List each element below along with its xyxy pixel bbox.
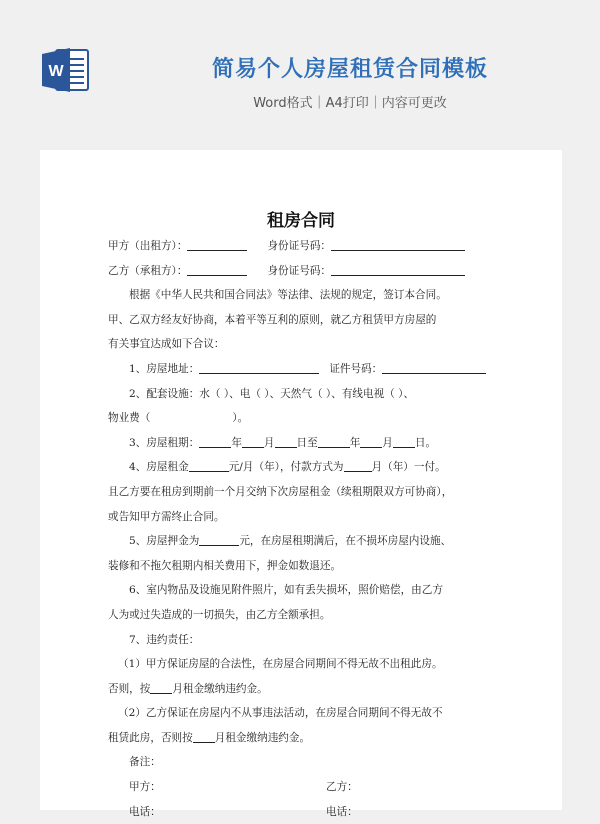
intro-line-1: 根据《中华人民共和国合同法》等法律、法规的规定，签订本合同。 — [129, 289, 447, 302]
clause-6-line-2: 人为或过失造成的一切损失，由乙方全额承担。 — [108, 608, 331, 621]
party-a-blank — [187, 237, 247, 251]
penalty-b-label: 租赁此房，否则按 — [108, 731, 193, 744]
clause-1 — [108, 357, 518, 382]
document-title: 租房合同 — [267, 211, 335, 231]
party-b-line — [108, 259, 518, 284]
intro-line-3: 有关事宜达成如下合议： — [108, 338, 225, 351]
party-a-label: 甲方（出租方）： — [108, 240, 188, 252]
remark: 备注： — [129, 756, 161, 769]
penalty-a-label: 否则，按 — [108, 682, 151, 695]
deposit-text: 元，在房屋租期满后，在不损坏房屋内设施、 — [239, 535, 452, 548]
year-label: 年 — [231, 436, 242, 449]
party-b-id-label: 身份证号码： — [267, 264, 332, 277]
party-a-line — [108, 234, 518, 259]
word-logo-letter: W — [48, 63, 64, 80]
clause-7: 7、违约责任： — [129, 633, 200, 646]
clause-5-line-1 — [108, 529, 518, 554]
date-to-label: 日至 — [296, 436, 318, 449]
document-body — [108, 234, 518, 824]
clause-5-line-2: 装修和不拖欠租期内相关费用下，押金如数退还。 — [108, 559, 342, 572]
clause-2-line-2 — [108, 406, 518, 431]
clause-6-line-1: 6、室内物品及设施见附件照片，如有丢失损坏，照价赔偿，由乙方 — [129, 584, 443, 597]
clause-4-line-1 — [108, 455, 518, 480]
payment-cycle: 月（年）一付。 — [371, 461, 446, 474]
clause-1-cert-label: 证件号码： — [329, 362, 383, 375]
page-title: 简易个人房屋租赁合同模板 — [211, 57, 488, 82]
page-header — [0, 0, 600, 150]
month-label-2: 月 — [382, 436, 393, 449]
clause-4-line-3: 或告知甲方需终止合同。 — [108, 510, 225, 523]
clause-7-2-line-1: （2）乙方保证在房屋内不从事违法活动，在房屋合同期间不得无故不 — [118, 707, 443, 720]
party-b-blank — [187, 262, 247, 276]
month-label: 月 — [263, 436, 275, 449]
clause-7-1-line-1: （1）甲方保证房屋的合法性，在房屋合同期间不得无故不出租此房。 — [118, 658, 443, 671]
phone-party-a: 电话： — [129, 805, 161, 818]
property-fee-close: ）。 — [232, 412, 249, 425]
page-subtitle: Word格式｜A4打印｜内容可更改 — [253, 96, 447, 111]
rent-unit: 元/月（年），付款方式为 — [228, 461, 344, 474]
word-icon — [40, 44, 92, 96]
sign-party-a: 甲方： — [129, 781, 161, 794]
clause-4-line-2: 且乙方要在租房到期前一个月交纳下次房屋租金（续租期限双方可协商）， — [108, 485, 453, 498]
deposit-label: 5、房屋押金为 — [129, 535, 200, 548]
clause-7-1-line-2 — [108, 677, 518, 702]
phone-row — [108, 800, 518, 824]
party-a-id-blank — [331, 237, 465, 251]
year-label-2: 年 — [349, 436, 361, 449]
document-page — [40, 150, 562, 818]
signature-row — [108, 775, 518, 800]
sign-party-b: 乙方： — [326, 781, 358, 794]
lease-term-label: 3、房屋租期： — [129, 436, 200, 449]
clause-3 — [108, 431, 518, 456]
penalty-b-text: 月租金缴纳违约金。 — [214, 731, 311, 744]
party-a-id-label: 身份证号码： — [267, 240, 332, 252]
phone-party-b: 电话： — [326, 805, 358, 818]
rent-label: 4、房屋租金 — [129, 461, 189, 474]
cert-blank — [382, 360, 486, 374]
party-b-id-blank — [331, 262, 465, 276]
penalty-a-text: 月租金缴纳违约金。 — [172, 682, 268, 695]
intro-line-2: 甲、乙双方经友好协商，本着平等互利的原则，就乙方租赁甲方房屋的 — [108, 313, 437, 326]
clause-1-address-label: 1、房屋地址： — [129, 362, 200, 375]
clause-7-2-line-2 — [108, 726, 518, 751]
address-blank — [199, 360, 319, 374]
date-end-label: 日。 — [414, 436, 437, 449]
party-b-label: 乙方（承租方）： — [108, 264, 188, 277]
clause-2-line-1: 2、配套设施：水（ ）、电（ ）、天然气（ ）、有线电视（ ）、 — [129, 387, 415, 400]
property-fee-label: 物业费（ — [108, 412, 151, 425]
